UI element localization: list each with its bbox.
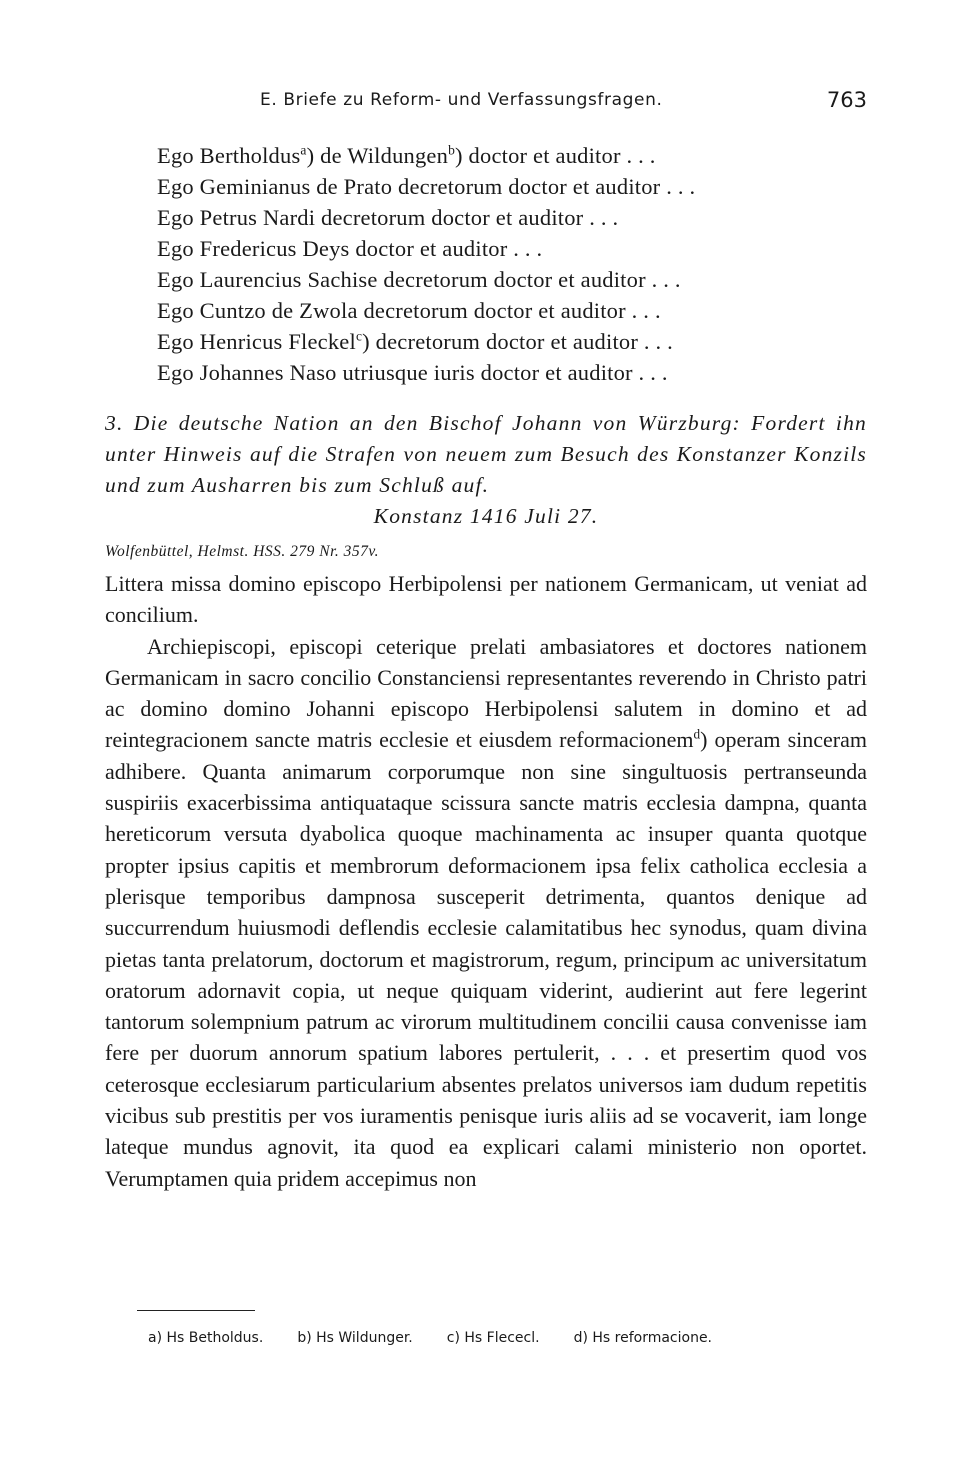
document-heading bbox=[105, 408, 867, 532]
signatory-list bbox=[157, 140, 877, 388]
signatory-line: Ego Bertholdus$^a$) de Wildungen$^b$) doctor et auditor . . . bbox=[157, 142, 656, 168]
document-date: Konstanz 1416 Juli 27. bbox=[373, 504, 599, 528]
heading-text: 3. Die deutsche Nation an den Bischof Johann von Würzburg: Fordert ihn unter Hinweis auf die Strafen von neuem zum Besuch des Konstanzer Konzils und zum Ausharren bis zum Schluß auf. bbox=[105, 411, 867, 497]
footnote-marker: a bbox=[300, 142, 307, 158]
signatory-line: Ego Petrus Nardi decretorum doctor et auditor . . . bbox=[157, 205, 619, 230]
footnote: d) Hs reformacione. bbox=[573, 1330, 713, 1346]
footnote-rule bbox=[137, 1310, 255, 1311]
signatory-line: Ego Laurencius Sachise decretorum doctor et auditor . . . bbox=[157, 267, 681, 292]
footnote-marker: c bbox=[355, 328, 363, 344]
footnote: c) Hs Flececl. bbox=[446, 1330, 540, 1346]
signatory-line: Ego Fredericus Deys doctor et auditor . . . bbox=[157, 236, 543, 261]
document-body bbox=[105, 568, 867, 1194]
footnote: b) Hs Wildunger. bbox=[297, 1330, 413, 1346]
source-citation: Wolfenbüttel, Helmst. HSS. 279 Nr. 357v. bbox=[105, 543, 380, 560]
footnote: a) Hs Betholdus. bbox=[148, 1330, 264, 1346]
signatory-line: Ego Geminianus de Prato decretorum doctor et auditor . . . bbox=[157, 174, 696, 199]
running-head: E. Briefe zu Reform- und Verfassungsfragen. bbox=[260, 90, 663, 110]
footnote-marker: d bbox=[693, 727, 701, 743]
page-number: 763 bbox=[826, 88, 867, 112]
signatory-line: Ego Henricus Fleckel$^c$) decretorum doctor et auditor . . . bbox=[157, 328, 673, 354]
body-paragraph: Littera missa domino episcopo Herbipolensi per nationem Germanicam, ut veniat ad concilium. bbox=[105, 571, 867, 628]
page-header bbox=[105, 90, 867, 118]
footnote-marker: b bbox=[448, 142, 456, 158]
signatory-line: Ego Johannes Naso utriusque iuris doctor et auditor . . . bbox=[157, 360, 668, 385]
signatory-line: Ego Cuntzo de Zwola decretorum doctor et auditor . . . bbox=[157, 298, 661, 323]
body-paragraph: Archiepiscopi, episcopi ceterique prelati ambasiatores et doctores nationem Germanicam in sacro concilio Constanciensi representantes reverendo in Christo patri ac domino domino Johanni episcopo Herbipolensi salutem in domino et ad reintegracionem sancte matris ecclesie et eiusdem reformacionem$^d$) operam sinceram adhibere. Quanta animarum corporumque non sine singultuosis pertranseunda suspiriis exacerbissima antiquataque scissura sancte matris ecclesia dampna, quanta hereticorum versuta dyabolica quoque machinamenta ac insuper quanta quotque propter ipsius capitis et membrorum deformacionem ipsa felix catholica ecclesia a plerisque temporibus dampnosa susceperit detrimenta, quantos denique ad succurrendum huiusmodi deflendis ecclesie calamitatibus hec synodus, quam divina pietas tanta prelatorum, doctorum et magistrorum, regum, principum ac universitatum oratorum adornavit copia, ut neque quiquam viderint, audierint aut fere legerint tantorum solempnium patrum ac virorum multitudinem concilii causa convenisse iam fere per duorum annorum spatium labores pertulerit, . . . et presertim quod vos ceterosque ecclesiarum particularium absentes prelatos universos iam dudum repetitis vicibus sub prestitis per vos iuramentis penisque iuris aliis ad se vocaverit, iam longe lateque mundus agnovit, ita quod ea explicari calami ministerio non oportet. Verumptamen quia pridem accepimus non bbox=[105, 633, 868, 1191]
footnotes bbox=[148, 1330, 848, 1346]
